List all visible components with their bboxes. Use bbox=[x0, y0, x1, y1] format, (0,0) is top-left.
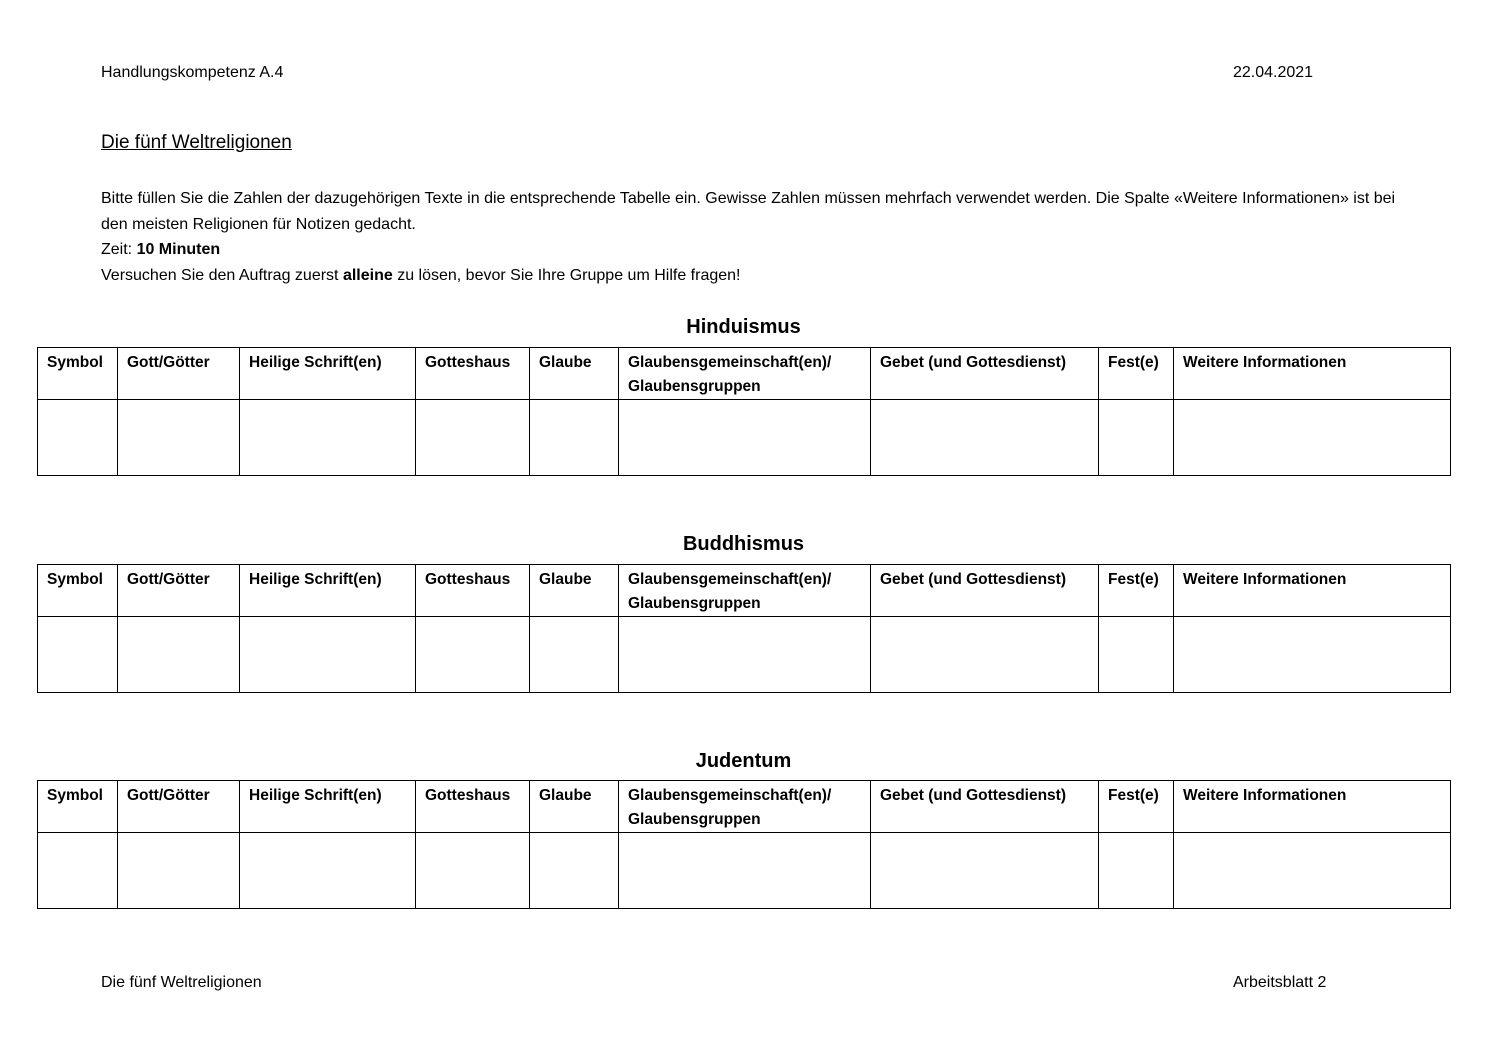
cell-gotteshaus[interactable] bbox=[416, 400, 530, 476]
cell-gebet[interactable] bbox=[871, 833, 1099, 909]
cell-weitere-informationen[interactable] bbox=[1174, 400, 1451, 476]
header-date: 22.04.2021 bbox=[1233, 64, 1314, 81]
cell-glaube[interactable] bbox=[530, 400, 619, 476]
section-title-hinduismus: Hinduismus bbox=[686, 316, 801, 338]
cell-glaubensgemeinschaft[interactable] bbox=[619, 617, 871, 693]
cell-heilige-schrift[interactable] bbox=[240, 833, 416, 909]
col-heilige-schrift: Heilige Schrift(en) bbox=[240, 781, 416, 833]
col-glaube: Glaube bbox=[530, 781, 619, 833]
col-feste: Fest(e) bbox=[1099, 348, 1174, 400]
col-symbol: Symbol bbox=[38, 348, 118, 400]
col-gott: Gott/Götter bbox=[118, 348, 240, 400]
col-weitere-informationen: Weitere Informationen bbox=[1174, 781, 1451, 833]
time-line bbox=[101, 237, 1401, 263]
alone-hint bbox=[101, 263, 1401, 289]
cell-symbol[interactable] bbox=[38, 617, 118, 693]
cell-symbol[interactable] bbox=[38, 833, 118, 909]
cell-symbol[interactable] bbox=[38, 400, 118, 476]
alone-hint-emphasis: alleine bbox=[342, 266, 393, 284]
cell-glaubensgemeinschaft[interactable] bbox=[619, 833, 871, 909]
section-title-judentum: Judentum bbox=[695, 750, 792, 772]
col-glaubensgemeinschaft: Glaubensgemeinschaft(en)/ Glaubensgruppen bbox=[619, 565, 871, 617]
cell-heilige-schrift[interactable] bbox=[240, 400, 416, 476]
cell-weitere-informationen[interactable] bbox=[1174, 617, 1451, 693]
cell-glaube[interactable] bbox=[530, 833, 619, 909]
cell-gebet[interactable] bbox=[871, 400, 1099, 476]
instruction-text: Bitte füllen Sie die Zahlen der dazugehörigen Texte in die entsprechende Tabelle ein. Gewisse Zahlen müssen mehrfach verwendet werden. Die Spalte «Weitere Informationen» ist bei den meisten Religionen für Notizen gedacht. bbox=[101, 190, 1396, 233]
col-feste: Fest(e) bbox=[1099, 781, 1174, 833]
cell-heilige-schrift[interactable] bbox=[240, 617, 416, 693]
col-gotteshaus: Gotteshaus bbox=[416, 565, 530, 617]
cell-gott[interactable] bbox=[118, 833, 240, 909]
table-row bbox=[38, 400, 1451, 476]
cell-gotteshaus[interactable] bbox=[416, 833, 530, 909]
col-gebet: Gebet (und Gottesdienst) bbox=[871, 781, 1099, 833]
cell-gotteshaus[interactable] bbox=[416, 617, 530, 693]
col-heilige-schrift: Heilige Schrift(en) bbox=[240, 348, 416, 400]
cell-gebet[interactable] bbox=[871, 617, 1099, 693]
col-gott: Gott/Götter bbox=[118, 565, 240, 617]
table-row bbox=[38, 833, 1451, 909]
col-gotteshaus: Gotteshaus bbox=[416, 348, 530, 400]
col-heilige-schrift: Heilige Schrift(en) bbox=[240, 565, 416, 617]
footer-title: Die fünf Weltreligionen bbox=[101, 974, 262, 991]
col-symbol: Symbol bbox=[38, 781, 118, 833]
instructions bbox=[101, 186, 1401, 288]
col-glaube: Glaube bbox=[530, 348, 619, 400]
cell-weitere-informationen[interactable] bbox=[1174, 833, 1451, 909]
col-gott: Gott/Götter bbox=[118, 781, 240, 833]
header-course: Handlungskompetenz A.4 bbox=[101, 64, 284, 81]
cell-glaubensgemeinschaft[interactable] bbox=[619, 400, 871, 476]
cell-feste[interactable] bbox=[1099, 833, 1174, 909]
cell-feste[interactable] bbox=[1099, 617, 1174, 693]
time-value: 10 Minuten bbox=[136, 241, 221, 258]
table-judentum bbox=[37, 780, 1451, 909]
table-row bbox=[38, 617, 1451, 693]
col-glaube: Glaube bbox=[530, 565, 619, 617]
col-weitere-informationen: Weitere Informationen bbox=[1174, 348, 1451, 400]
cell-feste[interactable] bbox=[1099, 400, 1174, 476]
footer-sheet-number: Arbeitsblatt 2 bbox=[1233, 974, 1327, 991]
alone-hint-c: zu lösen, bevor Sie Ihre Gruppe um Hilfe fragen! bbox=[392, 266, 741, 284]
col-gebet: Gebet (und Gottesdienst) bbox=[871, 348, 1099, 400]
col-gotteshaus: Gotteshaus bbox=[416, 781, 530, 833]
section-title-buddhismus: Buddhismus bbox=[682, 533, 805, 555]
col-feste: Fest(e) bbox=[1099, 565, 1174, 617]
cell-glaube[interactable] bbox=[530, 617, 619, 693]
table-hinduismus bbox=[37, 347, 1451, 476]
col-symbol: Symbol bbox=[38, 565, 118, 617]
table-header-row bbox=[38, 781, 1451, 833]
table-buddhismus bbox=[37, 564, 1451, 693]
cell-gott[interactable] bbox=[118, 400, 240, 476]
col-glaubensgemeinschaft: Glaubensgemeinschaft(en)/ Glaubensgruppen bbox=[619, 348, 871, 400]
time-label: Zeit: bbox=[101, 241, 137, 258]
col-weitere-informationen: Weitere Informationen bbox=[1174, 565, 1451, 617]
col-glaubensgemeinschaft: Glaubensgemeinschaft(en)/ Glaubensgruppen bbox=[619, 781, 871, 833]
table-header-row bbox=[38, 348, 1451, 400]
table-header-row bbox=[38, 565, 1451, 617]
alone-hint-a: Versuchen Sie den Auftrag zuerst bbox=[101, 266, 343, 284]
document-title: Die fünf Weltreligionen bbox=[101, 132, 292, 153]
cell-gott[interactable] bbox=[118, 617, 240, 693]
col-gebet: Gebet (und Gottesdienst) bbox=[871, 565, 1099, 617]
